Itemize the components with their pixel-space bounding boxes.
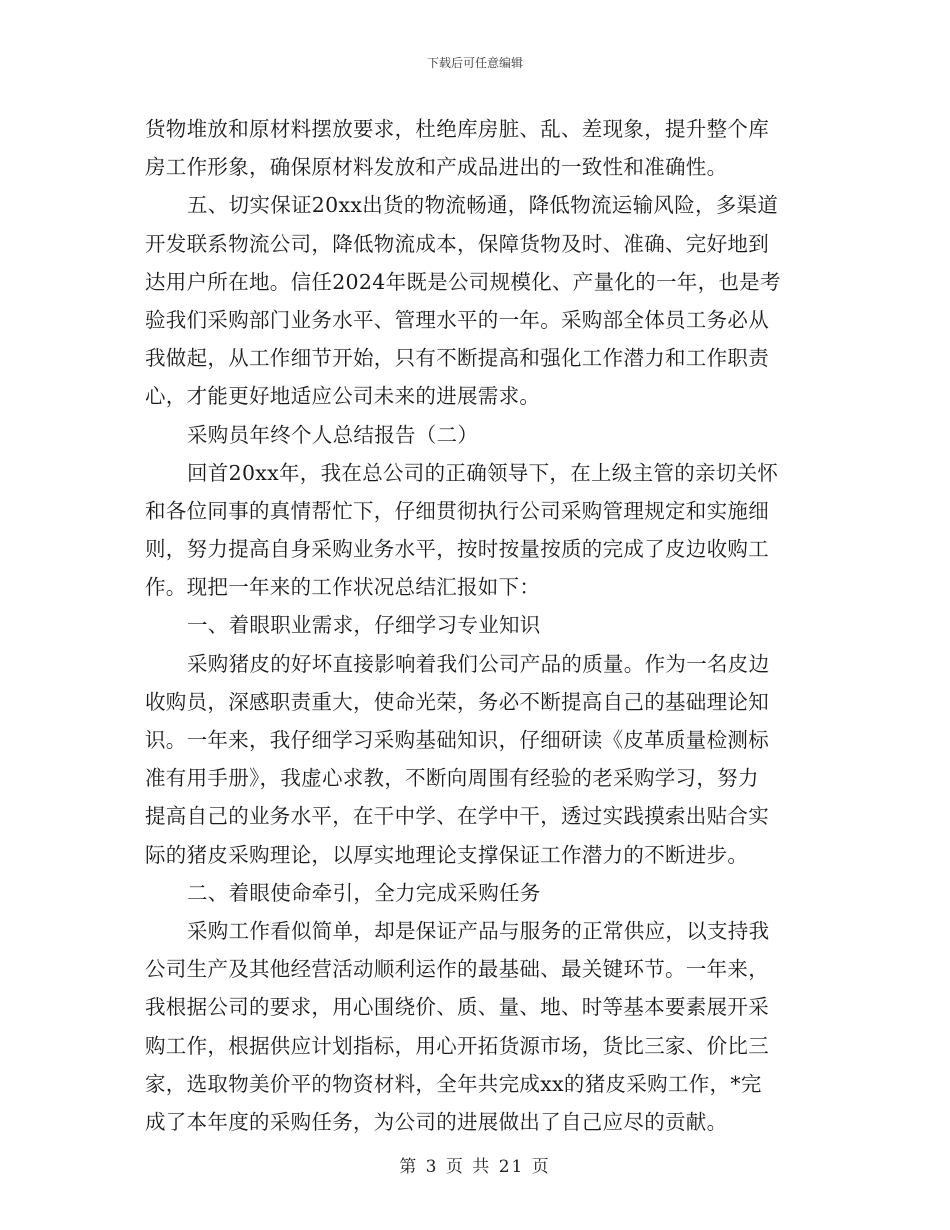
- text-line: 心，才能更好地适应公司未来的进展需求。: [145, 384, 541, 409]
- text-line: 家，选取物美价平的物资材料，全年共完成xx的猪皮采购工作，*完: [145, 1071, 762, 1096]
- text-line: 货物堆放和原材料摆放要求，杜绝库房脏、乱、差现象，提升整个库: [145, 117, 769, 141]
- text-line: 我做起，从工作细节开始，只有不断提高和强化工作潜力和工作职责: [145, 346, 769, 371]
- text-line: 际的猪皮采购理论，以厚实地理论支撑保证工作潜力的不断进步。: [145, 842, 749, 867]
- text-line: 一、着眼职业需求，仔细学习专业知识: [187, 613, 541, 638]
- text-line: 房工作形象，确保原材料发放和产成品进出的一致性和准确性。: [145, 155, 728, 180]
- text-line: 采购员年终个人总结报告（二）: [187, 422, 479, 447]
- text-line: 采购工作看似简单，却是保证产品与服务的正常供应，以支持我: [187, 918, 770, 943]
- text-line: 二、着眼使命牵引，全力完成采购任务: [187, 880, 541, 905]
- text-line: 回首20xx年，我在总公司的正确领导下，在上级主管的亲切关怀: [187, 460, 779, 485]
- text-line: 购工作，根据供应计划指标，用心开拓货源市场，货比三家、价比三: [145, 1033, 769, 1058]
- text-line: 我根据公司的要求，用心围绕价、质、量、地、时等基本要素展开采: [145, 995, 769, 1020]
- page-footer: 第 3 页 共 21 页: [399, 1157, 551, 1177]
- text-line: 采购猪皮的好坏直接影响着我们公司产品的质量。作为一名皮边: [187, 651, 770, 676]
- text-line: 提高自己的业务水平，在干中学、在学中干，透过实践摸索出贴合实: [145, 804, 769, 829]
- text-line: 达用户所在地。信任2024年既是公司规模化、产量化的一年，也是考: [145, 269, 781, 294]
- document-body: [145, 110, 810, 1141]
- text-line: 准有用手册》，我虚心求教，不断向周围有经验的老采购学习，努力: [145, 766, 759, 791]
- text-line: 验我们采购部门业务水平、管理水平的一年。采购部全体员工务必从: [145, 307, 769, 332]
- text-line: 和各位同事的真情帮忙下，仔细贯彻执行公司采购管理规定和实施细: [145, 498, 769, 523]
- text-line: 识。一年来，我仔细学习采购基础知识，仔细研读《皮革质量检测标: [145, 728, 769, 752]
- text-line: 作。现把一年来的工作状况总结汇报如下：: [145, 575, 541, 600]
- text-line: 则，努力提高自身采购业务水平，按时按量按质的完成了皮边收购工: [145, 537, 769, 562]
- page-header: 下载后可任意编辑: [426, 56, 523, 70]
- text-line: 开发联系物流公司，降低物流成本，保障货物及时、准确、完好地到: [145, 231, 769, 256]
- text-line: 公司生产及其他经营活动顺利运作的最基础、最关键环节。一年来，: [145, 957, 769, 982]
- text-line: 五、切实保证20xx出货的物流畅通，降低物流运输风险，多渠道: [187, 193, 779, 218]
- text-line: 成了本年度的采购任务，为公司的进展做出了自己应尽的贡献。: [145, 1109, 728, 1134]
- text-line: 收购员，深感职责重大，使命光荣，务必不断提高自己的基础理论知: [145, 689, 769, 714]
